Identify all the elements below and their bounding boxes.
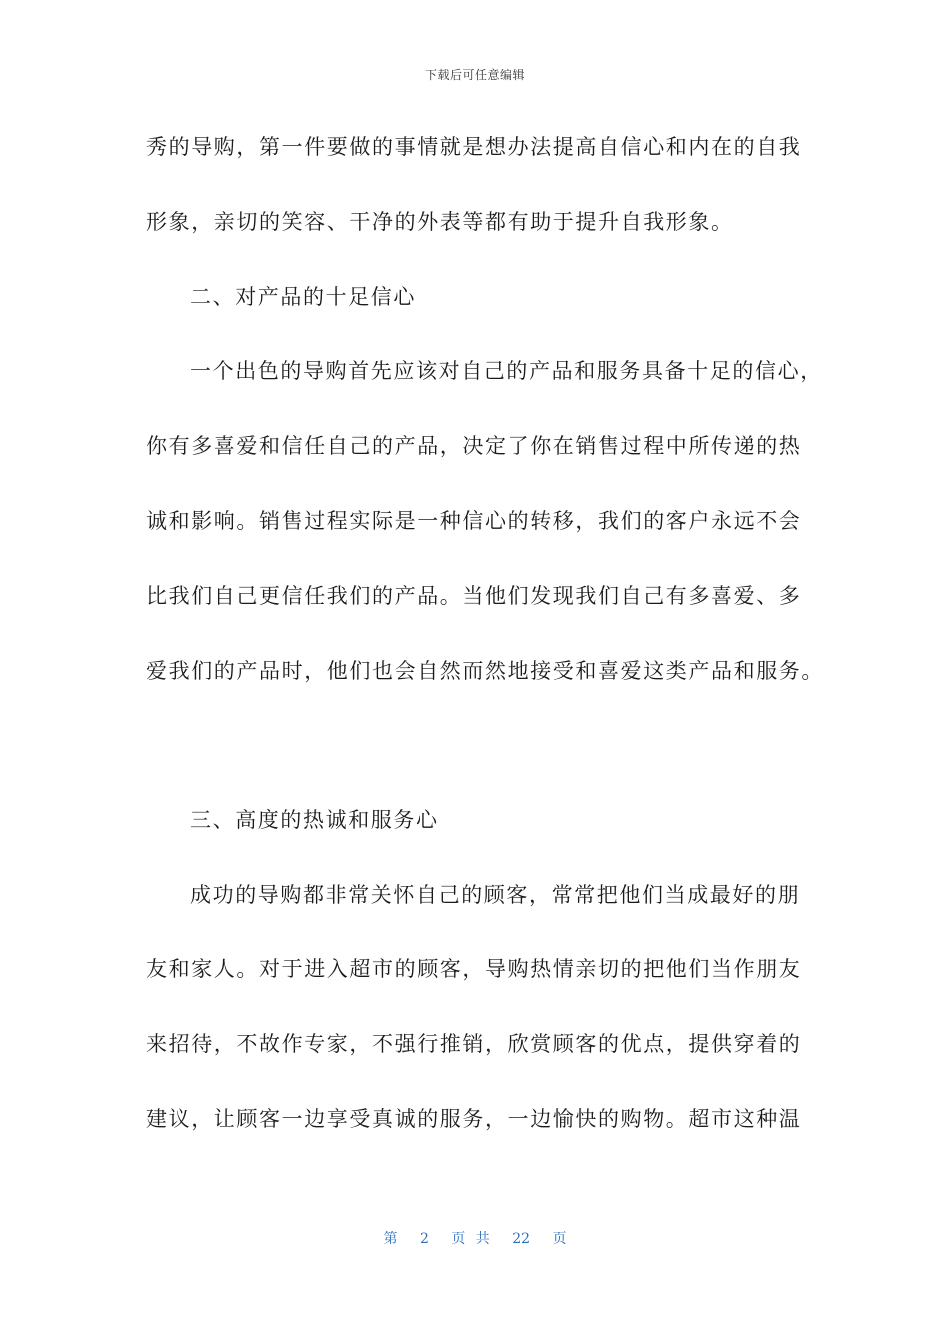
footer-suffix: 页 [552, 1231, 567, 1247]
body-line: 你有多喜爱和信任自己的产品，决定了你在销售过程中所传递的热 [146, 434, 802, 458]
body-line: 诚和影响。销售过程实际是一种信心的转移，我们的客户永远不会 [146, 509, 802, 533]
body-line: 形象，亲切的笑容、干净的外表等都有助于提升自我形象。 [146, 210, 734, 234]
body-line: 来招待，不故作专家，不强行推销，欣赏顾客的优点，提供穿着的 [146, 1032, 802, 1056]
body-line: 比我们自己更信任我们的产品。当他们发现我们自己有多喜爱、多 [146, 584, 802, 608]
body-line: 友和家人。对于进入超市的顾客，导购热情亲切的把他们当作朋友 [146, 957, 802, 981]
footer-middle: 页 共 [451, 1231, 490, 1247]
footer-total-pages: 22 [512, 1231, 531, 1247]
body-line: 一个出色的导购首先应该对自己的产品和服务具备十足的信心， [190, 359, 823, 383]
section-heading: 三、高度的热诚和服务心 [190, 808, 439, 832]
body-line: 爱我们的产品时，他们也会自然而然地接受和喜爱这类产品和服务。 [146, 659, 824, 683]
footer-page-number: 2 [419, 1231, 429, 1247]
section-heading: 二、对产品的十足信心 [190, 285, 416, 309]
body-line: 秀的导购，第一件要做的事情就是想办法提高自信心和内在的自我 [146, 135, 802, 159]
footer-prefix: 第 [383, 1231, 398, 1247]
body-line: 成功的导购都非常关怀自己的顾客，常常把他们当成最好的朋 [190, 883, 801, 907]
header-note: 下载后可任意编辑 [424, 68, 525, 82]
body-line: 建议，让顾客一边享受真诚的服务，一边愉快的购物。超市这种温 [146, 1107, 802, 1131]
page-footer [0, 1228, 950, 1248]
